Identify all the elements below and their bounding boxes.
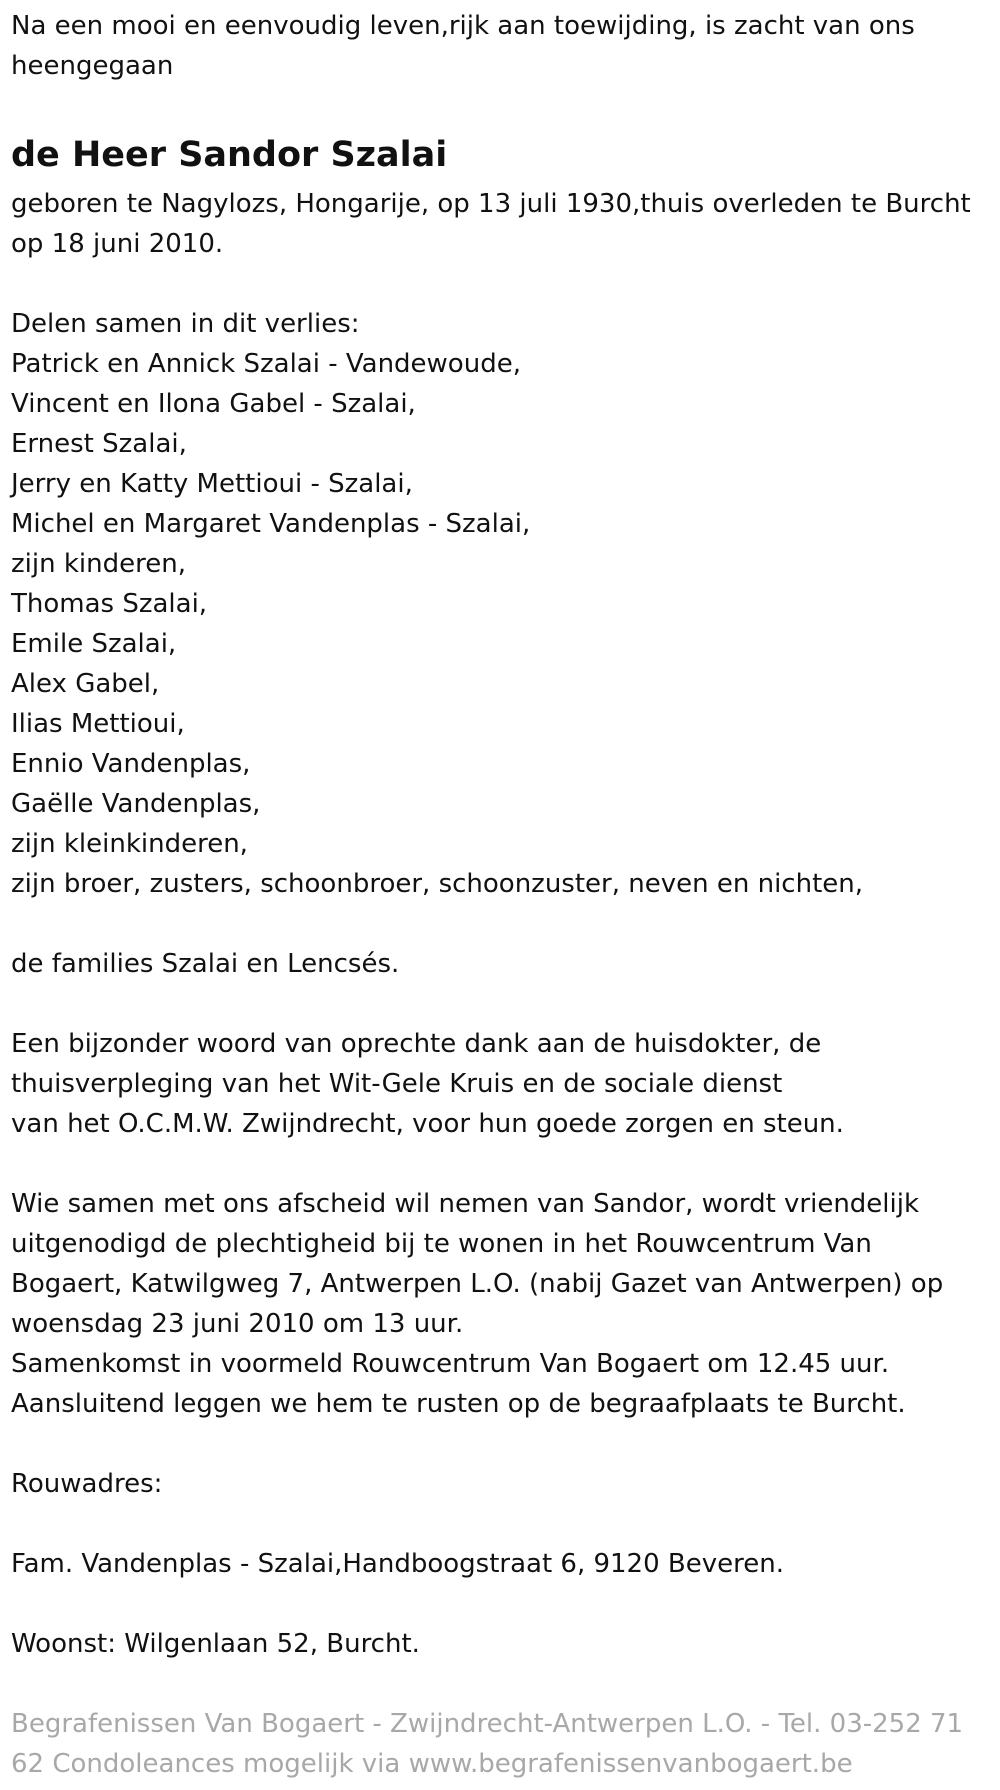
thanks-line-1: Een bijzonder woord van oprechte dank aan de huisdokter, de (11, 1029, 822, 1059)
residence-line: Woonst: Wilgenlaan 52, Burcht. (11, 1629, 420, 1659)
ceremony-line-6: Aansluitend leggen we hem te rusten op de begraafplaats te Burcht. (11, 1389, 906, 1419)
grandchild-entry: Alex Gabel, (11, 669, 160, 699)
birth-death-line-1: geboren te Nagylozs, Hongarije, op 13 juli 1930,thuis overleden te Burcht (11, 189, 971, 219)
spacer (11, 904, 991, 944)
ceremony-line-2: uitgenodigd de plechtigheid bij te wonen in het Rouwcentrum Van (11, 1229, 872, 1259)
child-entry: Jerry en Katty Mettioui - Szalai, (11, 469, 413, 499)
grandchild-entry: Gaëlle Vandenplas, (11, 789, 261, 819)
child-entry: Patrick en Annick Szalai - Vandewoude, (11, 349, 521, 379)
spacer (11, 264, 991, 304)
spacer (11, 1504, 991, 1544)
spacer (11, 1584, 991, 1624)
obituary-document (11, 6, 991, 1784)
ceremony-line-1: Wie samen met ons afscheid wil nemen van Sandor, wordt vriendelijk (11, 1189, 920, 1219)
families-line: de families Szalai en Lencsés. (11, 949, 400, 979)
birth-death-line-2: op 18 juni 2010. (11, 229, 224, 259)
mourners-intro: Delen samen in dit verlies: (11, 309, 360, 339)
thanks-line-2: thuisverpleging van het Wit-Gele Kruis en de sociale dienst (11, 1069, 783, 1099)
child-entry: Ernest Szalai, (11, 429, 187, 459)
ceremony-line-5: Samenkomst in voormeld Rouwcentrum Van Bogaert om 12.45 uur. (11, 1349, 890, 1379)
grandchild-entry: Ilias Mettioui, (11, 709, 185, 739)
footer-line-1: Begrafenissen Van Bogaert - Zwijndrecht-Antwerpen L.O. - Tel. 03-252 71 (11, 1709, 964, 1739)
address-line: Fam. Vandenplas - Szalai,Handboogstraat 6, 9120 Beveren. (11, 1549, 784, 1579)
deceased-name: de Heer Sandor Szalai (11, 135, 448, 175)
ceremony-line-4: woensdag 23 juni 2010 om 13 uur. (11, 1309, 464, 1339)
children-label: zijn kinderen, (11, 549, 186, 579)
address-label: Rouwadres: (11, 1469, 163, 1499)
grandchildren-label: zijn kleinkinderen, (11, 829, 248, 859)
footer-line-2: 62 Condoleances mogelijk via www.begrafenissenvanbogaert.be (11, 1749, 853, 1779)
ceremony-line-3: Bogaert, Katwilgweg 7, Antwerpen L.O. (nabij Gazet van Antwerpen) op (11, 1269, 944, 1299)
intro-line-1: Na een mooi en eenvoudig leven,rijk aan toewijding, is zacht van ons (11, 11, 915, 41)
child-entry: Michel en Margaret Vandenplas - Szalai, (11, 509, 531, 539)
relatives-line: zijn broer, zusters, schoonbroer, schoonzuster, neven en nichten, (11, 869, 864, 899)
thanks-line-3: van het O.C.M.W. Zwijndrecht, voor hun goede zorgen en steun. (11, 1109, 844, 1139)
grandchild-entry: Emile Szalai, (11, 629, 177, 659)
grandchild-entry: Thomas Szalai, (11, 589, 208, 619)
spacer (11, 86, 991, 126)
child-entry: Vincent en Ilona Gabel - Szalai, (11, 389, 416, 419)
spacer (11, 984, 991, 1024)
spacer (11, 1664, 991, 1704)
spacer (11, 1144, 991, 1184)
intro-line-2: heengegaan (11, 51, 174, 81)
grandchild-entry: Ennio Vandenplas, (11, 749, 251, 779)
spacer (11, 1424, 991, 1464)
